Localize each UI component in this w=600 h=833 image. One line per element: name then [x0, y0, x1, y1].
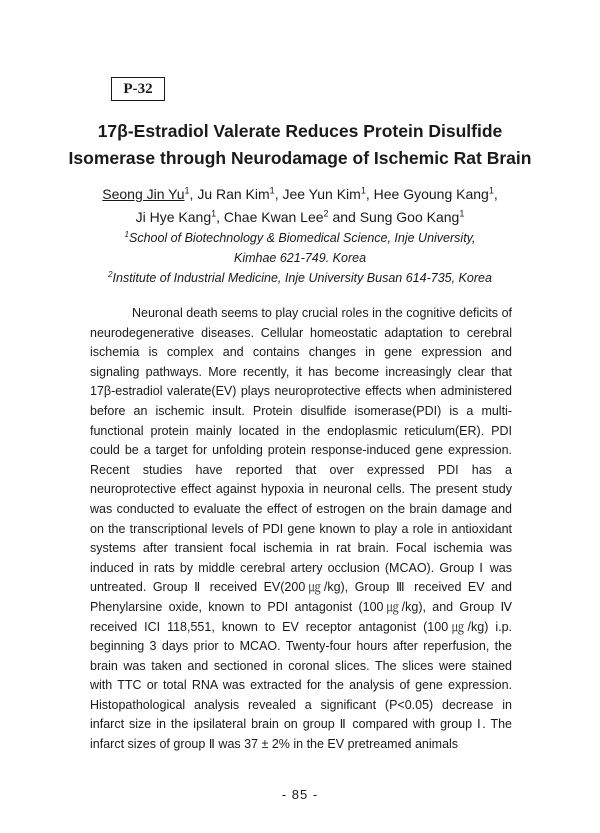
author-sep: ,	[365, 186, 374, 202]
author-and: and	[328, 209, 360, 225]
author-line-2	[40, 206, 560, 229]
author-sep: ,	[189, 186, 198, 202]
author-affil-sup: 1	[211, 208, 217, 219]
poster-id: P-32	[123, 80, 153, 97]
author-line-1	[40, 183, 560, 206]
affiliation-1-text: School of Biotechnology & Biomedical Science, Inje University,	[128, 231, 476, 245]
author-name: Seong Jin Yu	[102, 186, 185, 202]
abstract-body: Neuronal death seems to play crucial roles in the cognitive deficits of neurodegenerative diseases. Cellular homeostatic adaptation to cerebral ischemia is complex and contains changes in gene expression and signaling pathways. More recently, it has become increasingly clear that 17β-estradiol valerate(EV) plays neuroprotective effects when administered before an ischemic insult. Protein disulfide isomerase(PDI) is a multi-functional protein mainly located in the endoplasmic reticulum(ER). PDI could be a target for unfolding protein response-induced gene expression. Recent studies have reported that over expressed PDI has a neuroprotective effect against hypoxia in neuronal cells. The present study was conducted to evaluate the effect of estrogen on the brain damage and on the transcriptional levels of PDI gene known to play a role in antioxidant systems after transient focal ischemia in rat brain. Focal ischemia was induced in rats by middle cerebral artery occlusion (MCAO). Group Ⅰ was untreated. Group Ⅱ received EV(200㎍/kg), Group Ⅲ received EV and Phenylarsine oxide, known to PDI antagonist (100㎍/kg), and Group Ⅳ received ICI 118,551, known to EV receptor antagonist (100㎍/kg) i.p. beginning 3 days prior to MCAO. Twenty-four hours after reperfusion, the brain was taken and sectioned in coronal slices. The slices were stained with TTC or total RNA was extracted for the analysis of gene expression. Histopathological analysis revealed a significant (P<0.05) decrease in infarct size in the ipsilateral brain on group Ⅱ compared with group Ⅰ. The infarct sizes of group Ⅱ was 37 ± 2% in the EV pretreamed animals	[90, 306, 512, 752]
author-sep: ,	[274, 186, 283, 202]
affiliation-1-line-2: Kimhae 621-749. Korea	[233, 251, 367, 265]
author-affil-sup: 1	[269, 185, 275, 196]
author-name: Chae Kwan Lee	[223, 209, 324, 225]
author-sep: ,	[493, 186, 498, 202]
author-affil-sup: 1	[459, 208, 465, 219]
author-list	[40, 183, 560, 229]
page-number: - 85 -	[281, 787, 319, 802]
author-affil-sup: 2	[323, 208, 329, 219]
author-name: Sung Goo Kang	[359, 209, 460, 225]
affiliation-1-sup: 1	[124, 229, 129, 239]
title-line-1: 17β-Estradiol Valerate Reduces Protein Disulfide	[97, 121, 503, 141]
author-affil-sup: 1	[184, 185, 190, 196]
author-name: Jee Yun Kim	[282, 186, 361, 202]
affiliations	[40, 228, 560, 288]
author-name: Ji Hye Kang	[135, 209, 212, 225]
affiliation-1-line-1	[40, 228, 560, 248]
author-affil-sup: 1	[488, 185, 494, 196]
title-line-2: Isomerase through Neurodamage of Ischemic Rat Brain	[68, 148, 532, 168]
author-name: Ju Ran Kim	[197, 186, 270, 202]
affiliation-2-sup: 2	[108, 269, 113, 279]
author-name: Hee Gyoung Kang	[373, 186, 489, 202]
affiliation-2	[40, 268, 560, 288]
poster-id-box	[111, 77, 165, 101]
author-sep: ,	[216, 209, 224, 225]
paper-title	[40, 118, 560, 172]
author-affil-sup: 1	[360, 185, 366, 196]
affiliation-2-text: Institute of Industrial Medicine, Inje University Busan 614-735, Korea	[112, 271, 492, 285]
